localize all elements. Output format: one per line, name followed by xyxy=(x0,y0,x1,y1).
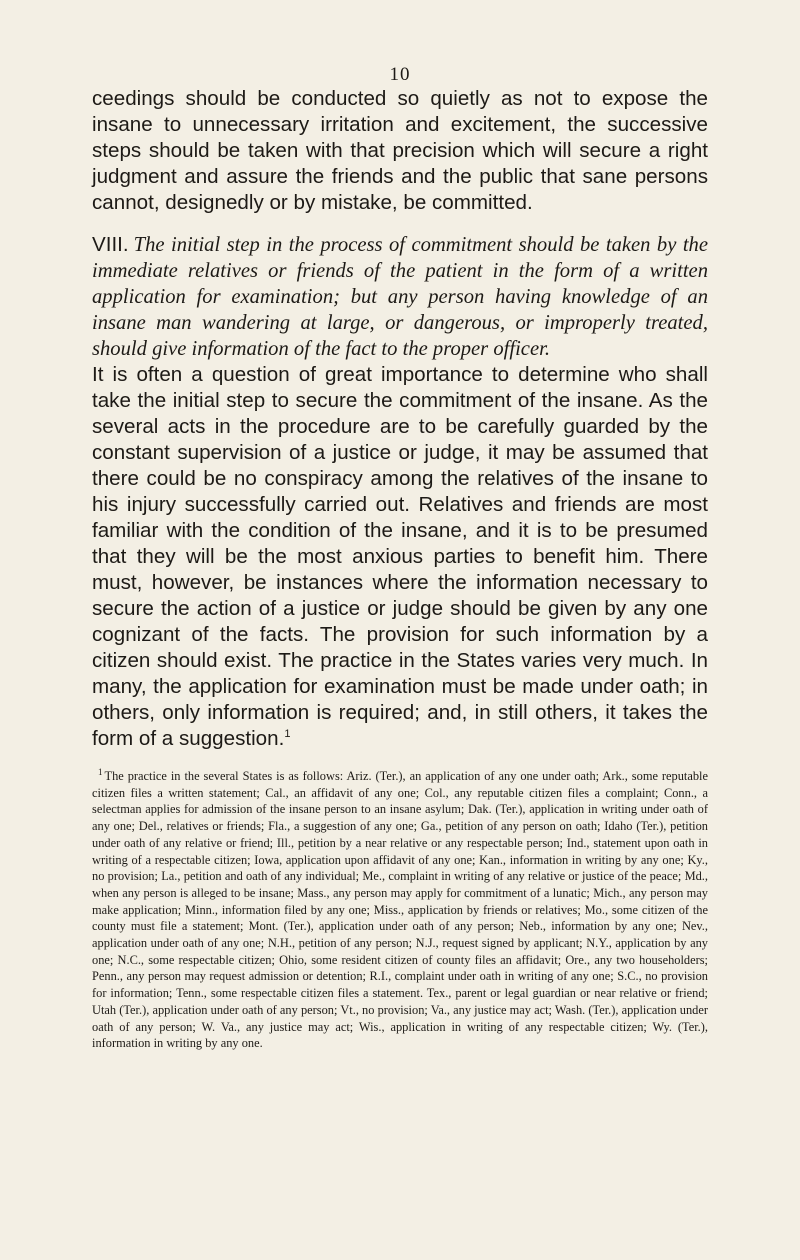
continued-paragraph: ceedings should be conducted so quietly as not to expose the insane to unnecessary irritation and excitement, the successive steps should be taken with that precision which will secure a right judgment and assure the friends and the public that sane persons cannot, designedly or by mistake, be committed. xyxy=(92,87,708,214)
section-title: The initial step in the process of commitment should be taken by the immediate relatives or friends of the patient in the form of a written application for examination; but any person having knowledge of an insane man wandering at large, or dangerous, or improperly treated, should give information of the fact to the proper officer. xyxy=(92,234,708,360)
page-number: 10 xyxy=(389,64,411,85)
footnote-reference: 1 xyxy=(284,728,291,741)
section-heading xyxy=(92,232,708,362)
footnote-text: The practice in the several States is as follows: Ariz. (Ter.), an application of any one under oath; Ark., some reputable citizen files a written statement; Cal., an affidavit of any one; Col., any reputable citizen files a complaint; Conn., a selectman applies for admission of the insane person to an insane asylum; Dak. (Ter.), application in writing under oath of any one; Del., relatives or friends; Fla., a suggestion of any one; Ga., petition of any person on oath; Idaho (Ter.), petition under oath of any relative or friend; Ill., petition by a near relative or any respectable person; Ind., statement upon oath in writing of a respectable citizen; Iowa, application upon affidavit of any one; Kan., information in writing by any one; Ky., no provision; La., petition and oath of any individual; Me., complaint in writing of any relative or justice of the peace; Md., when any person is alleged to be insane; Mass., any person may apply for commitment of a lunatic; Mich., any person may make application; Minn., information filed by any one; Miss., application by friends or relatives; Mo., some citizen of the county must file a statement; Mont. (Ter.), application under oath of any person; Neb., information by any one; Nev., application under oath of any one; N.H., petition of any person; N.J., request signed by applicant; N.Y., application by any one; N.C., some respectable citizen; Ohio, some resident citizen of county files an affidavit; Ore., any two householders; Penn., any person may request admission or detention; R.I., complaint under oath in writing of any one; S.C., no provision for information; Tenn., some respectable citizen files a statement. Tex., parent or legal guardian or near relative or friend; Utah (Ter.), application under oath of any person; Vt., no provision; Va., any justice may act; Wash. (Ter.), application under oath of any person; W. Va., any justice may act; Wis., application in writing of any respectable citizen; Wy. (Ter.), information in writing by any one. xyxy=(92,769,708,1051)
section-body-text: It is often a question of great importance to determine who shall take the initial step to secure the commitment of the insane. As the several acts in the procedure are to be carefully guarded by the constant supervision of a justice or judge, it may be assumed that there could be no conspiracy among the relatives of the insane to his injury successfully carried out. Relatives and friends are most familiar with the condition of the insane, and it is to be presumed that they will be the most anxious parties to benefit him. There must, however, be instances where the information necessary to secure the action of a justice or judge should be given by any one cognizant of the facts. The provision for such information by a citizen should exist. The practice in the States varies very much. In many, the application for examination must be made under oath; in others, only information is required; and, in still others, it takes the form of a suggestion. xyxy=(92,363,708,750)
footnote xyxy=(92,768,708,1052)
section-viii xyxy=(92,232,708,752)
section-number: VIII. xyxy=(92,233,129,256)
footnote-marker: 1 xyxy=(98,766,103,777)
section-body-paragraph xyxy=(92,362,708,752)
